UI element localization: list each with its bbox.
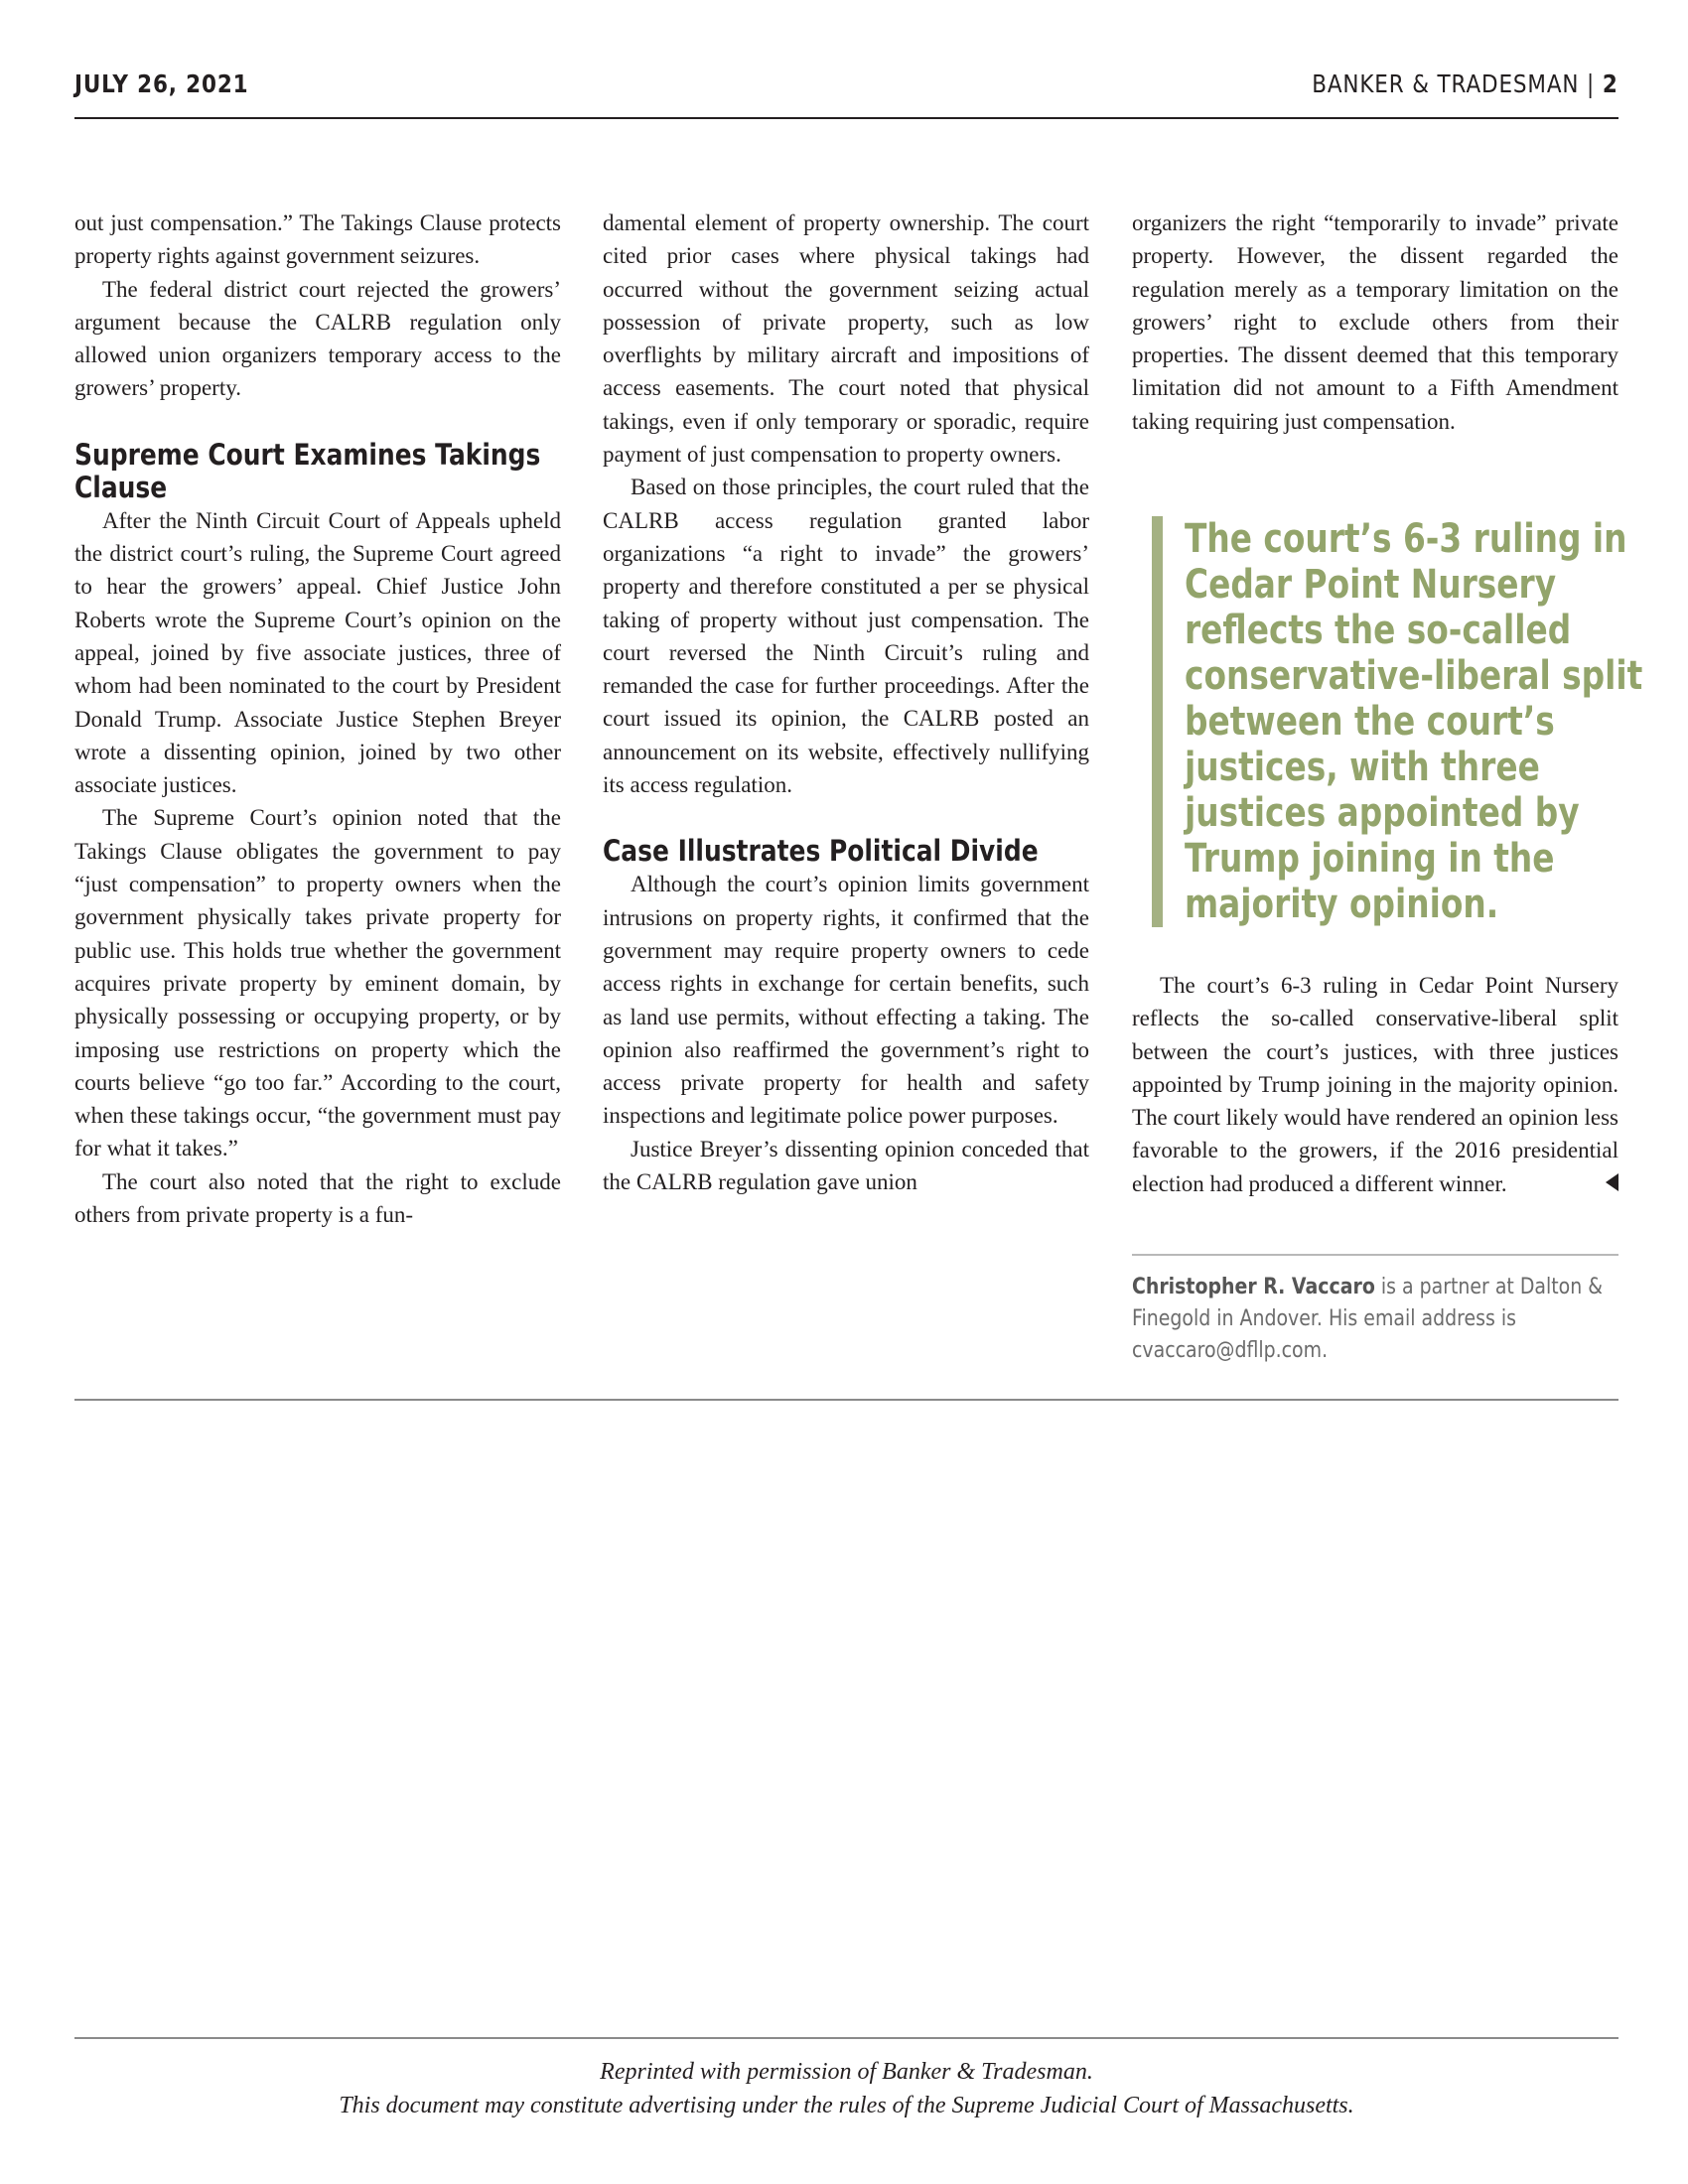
reprint-notice: Reprinted with permission of Banker & Tradesman.	[600, 2059, 1093, 2085]
footer-divider	[74, 2037, 1618, 2039]
section-heading: Case Illustrates Political Divide	[603, 834, 1039, 869]
closing-paragraph-text: The court’s 6-3 ruling in Cedar Point Nursery reflects the so-called conservative-liberal split between the court’s justices, with three justices appointed by Trump joining in the majority opinion. The court likely would have rendered an opinion less favorable to the growers, if the 2016 presidential election had produced a different winner.	[1132, 973, 1618, 1196]
paragraph: The federal district court rejected the growers’ argument because the CALRB regulation only allowed union organizers temporary access to the growers’ property.	[74, 276, 561, 401]
paragraph: out just compensation.” The Takings Clause protects property rights against government seizures.	[74, 210, 561, 269]
paragraph: Although the court’s opinion limits government intrusions on property rights, it confirmed that the government may require property owners to cede access rights in exchange for certain benefits, such as land use permits, without effecting a taking. The opinion also reaffirmed the government’s right to access private property for health and safety inspections and legitimate police power purposes.	[603, 872, 1089, 1129]
paragraph: damental element of property ownership. The court cited prior cases where physical takings had occurred without the government seizing actual possession of private property, such as low overflights by military aircraft and impositions of access easements. The court noted that physical takings, even if only temporary or sporadic, require payment of just compensation to property owners.	[603, 210, 1089, 468]
article-column-3	[1132, 206, 1618, 438]
author-name: Christopher R. Vaccaro	[1132, 1275, 1375, 1299]
paragraph: The court also noted that the right to exclude others from private property is a fun-	[74, 1168, 561, 1228]
pull-quote-text: The court’s 6-3 ruling in Cedar Point Nursery reflects the so-called conservative-liberal split between the court’s justices, with three justices appointed by Trump joining in the majority opinion.	[1185, 516, 1643, 927]
issue-date: JULY 26, 2021	[74, 69, 249, 98]
header-separator: |	[1579, 69, 1604, 98]
advertising-disclaimer: This document may constitute advertising under the rules of the Supreme Judicial Court of Massachusetts.	[339, 2093, 1354, 2118]
article-column-3-continued	[1132, 969, 1618, 1200]
paragraph: The Supreme Court’s opinion noted that the Takings Clause obligates the government to pay “just compensation” to property owners when the government physically takes private property for public use. This holds true whether the government acquires private property by eminent domain, by physically possessing or occupying property, or by imposing use restrictions on property which the courts believe “go too far.” According to the court, when these takings occur, “the government must pay for what it takes.”	[74, 805, 561, 1161]
section-heading: Supreme Court Examines Takings Clause	[74, 437, 541, 504]
page-number: 2	[1603, 69, 1618, 98]
page-header	[74, 66, 1618, 119]
author-description: is a partner at Dalton & Finegold in Andover. His email address is cvaccaro@dfllp.com.	[1132, 1275, 1604, 1363]
article-end-divider	[74, 1399, 1618, 1401]
publication-page-label	[1313, 69, 1618, 98]
publication-name: BANKER & TRADESMAN	[1312, 69, 1580, 98]
paragraph: After the Ninth Circuit Court of Appeals upheld the district court’s ruling, the Supreme Court agreed to hear the growers’ appeal. Chief Justice John Roberts wrote the Supreme Court’s opinion on the appeal, joined by five associate justices, three of whom had been nominated to the court by President Donald Trump. Associate Justice Stephen Breyer wrote a dissenting opinion, joined by two other associate justices.	[74, 507, 561, 798]
page-footer	[74, 2055, 1618, 2122]
pull-quote	[1152, 516, 1661, 927]
end-of-article-triangle-icon	[1606, 1173, 1618, 1191]
paragraph: organizers the right “temporarily to invade” private property. However, the dissent regarded the regulation merely as a temporary limitation on the growers’ right to exclude others from their properties. The dissent deemed that this temporary limitation did not amount to a Fifth Amendment taking requiring just compensation.	[1132, 210, 1618, 434]
author-bio	[1132, 1254, 1618, 1367]
article-column-2	[603, 206, 1089, 1198]
paragraph: Based on those principles, the court ruled that the CALRB access regulation granted labor organizations “a right to invade” the growers’ property and therefore constituted a per se physical taking of property without just compensation. The court reversed the Ninth Circuit’s ruling and remanded the case for further proceedings. After the court issued its opinion, the CALRB posted an announcement on its website, effectively nullifying its access regulation.	[603, 475, 1089, 798]
article-column-1	[74, 206, 561, 1231]
paragraph	[1132, 969, 1618, 1200]
author-bio-text	[1132, 1272, 1618, 1367]
paragraph: Justice Breyer’s dissenting opinion conceded that the CALRB regulation gave union	[603, 1136, 1089, 1195]
